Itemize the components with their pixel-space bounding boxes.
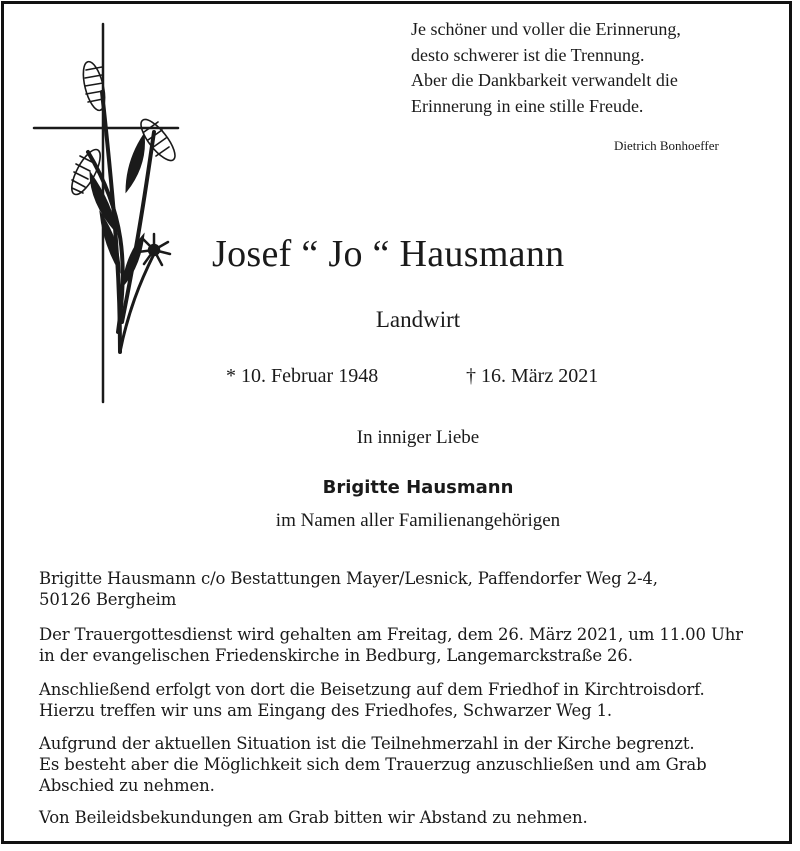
deceased-name: Josef “ Jo “ Hausmann: [212, 233, 565, 275]
quote-author: Dietrich Bonhoeffer: [614, 138, 719, 153]
quote-block: [411, 17, 781, 119]
quote-line: Je schöner und voller die Erinnerung,: [411, 19, 681, 39]
paragraph-line: Hierzu treffen wir uns am Eingang des Friedhofes, Schwarzer Weg 1.: [39, 701, 613, 720]
quote-line: desto schwerer ist die Trennung.: [411, 44, 645, 65]
mourners-intro: In inniger Liebe: [356, 427, 480, 448]
paragraph-line: Brigitte Hausmann c/o Bestattungen Mayer/Lesnick, Paffendorfer Weg 2-4,: [39, 569, 658, 588]
cross-with-wheat-and-cornflower-icon: [28, 22, 188, 407]
attendance-paragraph: [39, 733, 784, 796]
deceased-occupation: Landwirt: [375, 307, 461, 332]
paragraph-line: Von Beileidsbekundungen am Grab bitten wir Abstand zu nehmen.: [39, 808, 588, 827]
mourner-name: Brigitte Hausmann: [322, 477, 514, 498]
quote-line: Erinnerung in eine stille Freude.: [411, 95, 644, 116]
quote-line: Aber die Dankbarkeit verwandelt die: [411, 70, 678, 90]
paragraph-line: Abschied zu nehmen.: [39, 776, 215, 795]
paragraph-line: 50126 Bergheim: [39, 590, 177, 609]
paragraph-line: Es besteht aber die Möglichkeit sich dem Trauerzug anzuschließen und am Grab: [39, 755, 707, 774]
paragraph-line: Anschließend erfolgt von dort die Beisetzung auf dem Friedhof in Kirchtroisdorf.: [39, 680, 705, 699]
address-paragraph: [39, 568, 784, 610]
death-date: † 16. März 2021: [466, 365, 599, 387]
birth-date: * 10. Februar 1948: [226, 365, 379, 387]
service-paragraph: [39, 624, 784, 666]
condolence-paragraph: [39, 807, 784, 828]
family-note: im Namen aller Familienangehörigen: [275, 510, 561, 531]
paragraph-line: Der Trauergottesdienst wird gehalten am Freitag, dem 26. März 2021, um 11.00 Uhr: [39, 625, 743, 644]
burial-paragraph: [39, 679, 784, 721]
paragraph-line: in der evangelischen Friedenskirche in Bedburg, Langemarckstraße 26.: [39, 646, 633, 665]
paragraph-line: Aufgrund der aktuellen Situation ist die Teilnehmerzahl in der Kirche begrenzt.: [39, 734, 695, 753]
